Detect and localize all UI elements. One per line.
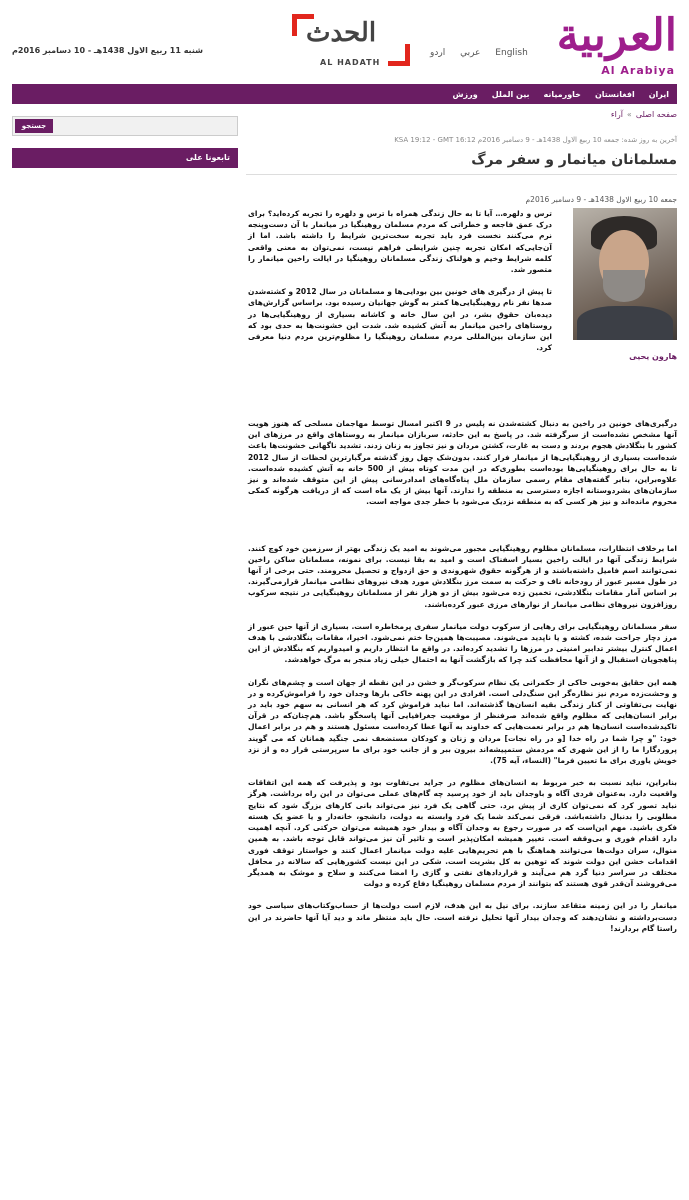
main-nav [12,84,677,104]
site-header [0,0,689,82]
article-paragraph: همه این حقایق به‌خوبی حاکی از حکمرانی یک نظام سرکوب‌گر و خشن در این نقطه از جهان است و چشم‌های نگران و وحشت‌زده مردم نیز نظاره‌گر این سنگ‌دلی است. افرادی در این پهنه خاکی بارها وجدان خود را فراموش‌کرده و در نهایت بی‌تفاوتی از کنار زندگی بقیه انسان‌ها گذشته‌اند. اما نباید فراموش کرد که هر انسانی به سهم خود باید در برابر انسان‌هایی که مظلوم واقع شده‌اند صرفنظر از موقعیت جغرافیایی آنها پاسخگو باشد. هم‌چنان‌که در قرآن تاکید‌شده‌است انسان‌ها هم در برابر نعمت‌هایی که خداوند به آنها عطا کرده‌است مسئول هستند و هم در برابر اعمال خود: "و چرا شما در راه خدا [و در راه نجات] مردان و زنان و کودکان مستضعف نمی جنگید همانان که می گویند پروردگارا ما را از این شهری که مردمش ستمپیشه‌اند بیرون ببر و از جانب خود برای ما سرپرستی قرار ده و از نزد خویش یاوری برای ما تعیین فرما" (النساء، آیه 75). [248,677,677,766]
article-title: مسلمانان میانمار و سفر مرگ [246,152,677,175]
article-updated: آخرین به روز شده: جمعه 10 ربیع الاول 1438هـ - 9 دسامبر 2016م KSA 19:12 - GMT 16:12 [394,136,677,144]
author-name[interactable]: هارون یحیی [629,352,677,361]
breadcrumb [611,110,677,119]
search-button[interactable]: جستجو [15,119,53,133]
lang-english[interactable]: English [495,48,528,58]
lang-arabic[interactable]: عربي [460,48,481,58]
article-header [246,132,677,204]
nav-item-iran[interactable]: ایران [648,89,669,99]
alarabiya-logo-en: Al Arabiya [601,64,675,77]
article-body-top [248,208,552,364]
header-date: شنبه 11 ربیع الاول 1438هـ - 10 دسامبر 2016م [12,46,203,55]
lang-urdu[interactable]: اردو [430,48,446,58]
follow-us-header: تابعونا على [12,148,238,168]
breadcrumb-separator: » [626,110,632,119]
article-paragraph: اما برخلاف انتظارات، مسلمانان مظلوم روهینگیایی مجبور می‌شوند به امید یک زندگی بهتر از سرزمین خود کوچ کنند. شرایط زندگی آنها در ایالت راخین بسیار اسفناک است و امید به بقا نیست. برای نمونه، مسلمانان ساکن راخین نمی‌توانند اسم فامیل داشته‌باشند و از هرگونه حقوق شهروندی و حق ازدواج و تحصیل محرومند. حتی برخی از آنها در طول مسیر عبور از رودخانه ناف و حرکت به سمت مرز بنگلادش مورد هدف نیروهای نظامی میانمار قرار‌می‌گیرند. بر اساس آمار مقامات بنگلادشی، تخمین زده می‌شود بیش از دو هزار نفر از مسلمانان روهینگیایی در نتیجه سرکوب روزافزون نیروهای نظامی میانمار از نوارهای مرزی عبور کرده‌باشند. [248,543,677,609]
breadcrumb-section[interactable]: آراء [610,110,623,119]
nav-item-international[interactable]: بین الملل [491,89,530,99]
nav-item-sports[interactable]: ورزش [452,89,478,99]
alarabiya-logo-ar: العربية [556,10,677,61]
article-paragraph: میانمار را در این زمینه متقاعد سازند. برای نیل به این هدف، لازم است دولت‌ها از حساب‌و‌کتاب‌های سیاسی خود دست‌برداشته و نشان‌دهند که وجدان بیدار آنها تحلیل نرفته است. حال باید منتظر ماند و دید آیا آنها حاضرند در این راستا گام بردارند! [248,901,677,933]
article-paragraph: درگیری‌های خونین در راخین به دنبال کشته‌شدن نه پلیس در 9 اکتبر امسال توسط مهاجمان مسلحی که هنوز هویت آنها مشخص نشده‌است از سر‌گرفته شد. در پاسخ به این حادثه، سربازان میانمار به روستاهای واقع در مرزهای این کشور با بنگلادش هجوم بردند و دست به غارت، کشتن مردان و نیز تجاوز به زنان زدند. تشدید ناگهانی خشونت‌ها باعث شده‌است بسیاری از روهینگیایی‌ها از میانمار فرار کنند. بدون‌شک چهل روز گذشته مرگبارترین لحظات از سال 2012 تا به حال برای روهینگیایی‌ها بوده‌است بطوری‌که در این مدت کوتاه بیش از 500 خانه به آتش کشیده شده‌است. علاوه‌بر‌این، بنا‌بر گفته‌های مقام رسمی سازمان ملل پناه‌گاه‌های امدادرسانی پیش از این متوقف شده‌اند و نیز سازمان‌های بشردوستانه اجازه دسترسی به منطقه را ندارند. آنها بیش از یک ماه است که از دریافت هرگونه کمکی محروم مانده‌اند و نیز هر کسی که به منطقه نزدیک می‌شود با خطر جدی مواجه است. [248,419,677,507]
alhadath-bracket-right [388,44,410,66]
alhadath-logo[interactable] [292,14,410,72]
article-paragraph: ترس و دلهره… آیا تا به حال زندگی همراه با ترس و دلهره را تجربه کرده‌اید؟ برای درک عمق فاجعه و خطراتی که مردم مسلمان روهینگیا در میانمار با آن دست‌و‌پنجه نرم می‌کنند نخست فرد باید تجربه سخت‌ترین شرایط را داشته باشد. اما از آن‌جایی‌که امکان تجربه چنین شرایطی فراهم نیست، نمی‌توان به معنی واقعی کلمه شرایط وخیم و هولناک زندگی مسلمانان روهینگیا در ایالت راخین میانمار را متصور شد. [248,209,552,275]
sidebar [12,116,238,168]
search-input[interactable] [12,116,238,136]
alhadath-logo-ar: الحدث [306,18,377,48]
article-paragraph: بنا‌بر‌این، نباید نسبت به خبر مربوط به انسان‌های مظلوم در جراید بی‌تفاوت بود و پذیرفت که همه این اتفاقات واقعیت دارد. به‌عنوان فردی آگاه و باوجدان باید از خود پرسید چه گام‌های عملی می‌توان در این راه برداشت. هرگز نباید تصور کرد که نمی‌توان کاری از پیش برد. حتی گاهی یک فرد نیز می‌تواند بانی کارهای بزرگ شود که نتایج مطلوبی را بدنبال داشته‌باشد. فرقی نمی‌کند شما یک فرد وابسته به دولت، دانشجو، خانه‌دار و یا عضو یک هسته فکری باشید. مهم این‌است که در صورت رجوع به وجدان آگاه و بیدار خود همیشه می‌توان حرکتی کرد. آنچه اهمیت دارد اقدام فوری و بی‌وقفه است. تغییر همیشه امکان‌پذیر است و تاثیر آن نیز می‌تواند قابل توجه باشد. به همین منوال، سران دولت‌ها می‌توانند هماهنگ با هم تحریم‌هایی علیه دولت میانمار اعمال کنند و خواستار توقف فوری اقدامات خشن این دولت شوند که توهین به کل بشریت است. شکی در این نیست کشورهایی که سالانه در محافل مختلف در سراسر دنیا گرد هم می‌آیند و قراردادهای نفتی و گازی را امضا می‌کنند و سلاح و موشک به همدیگر می‌فروشند آن‌قدر قوی هستند که بتوانند از مردم مسلمان روهینگیا دفاع کرده و دولت [248,778,677,889]
breadcrumb-home[interactable]: صفحه اصلی [635,110,677,119]
author-photo [573,208,677,340]
language-switcher [424,48,534,58]
author-box [573,208,677,361]
article-body-main [248,418,677,945]
article-paragraph: سفر مسلمانان روهینگیایی برای رهایی از سرکوب دولت میانمار سفری پرمخاطره است. بسیاری از آنها حین عبور از مرز دچار جراحت شده، کشته و یا ناپدید می‌شوند. مصیبت‌ها همین‌جا ختم نمی‌شود. اخیرا، مقامات بنگلادشی با هدف اعمال کنترل بیشتر تدابیر امنیتی در مرزها را تشدید کرده‌اند. در واقع ما انتظار داریم و امیدواریم که بنگلادش از این پناهجویان استقبال و از آنها محافظت کند چرا که بازگشت آنها به احتمال خیلی زیاد منجر به مرگ خواهد‌شد. [248,621,677,665]
article-pubdate: جمعه 10 ربیع الاول 1438هـ - 9 دسامبر 2016م [525,195,677,204]
article-paragraph: تا پیش از درگیری های خونین بین بودایی‌ها و مسلمانان در سال 2012 و کشته‌شدن صدها نفر نام روهینگیایی‌ها کمتر به گوش جهانیان رسیده بود. بر‌اساس گزارش‌های دیده‌بان حقوق بشر، در این سال خانه و کاشانه بسیاری از روهینگیایی‌ها در روستاهای راخین میانمار به آتش کشیده شد. شدت این خشونت‌ها به حدی بود که این سازمان بین‌المللی مردم مسلمان روهینگیا را مظلوم‌ترین مردم دنیا معرفی کرد. [248,287,552,353]
nav-item-middle-east[interactable]: خاورمیانه [543,89,581,99]
alarabiya-logo[interactable] [527,10,677,76]
nav-item-afghanistan[interactable]: افغانستان [594,89,635,99]
alhadath-logo-en: AL HADATH [320,58,381,67]
